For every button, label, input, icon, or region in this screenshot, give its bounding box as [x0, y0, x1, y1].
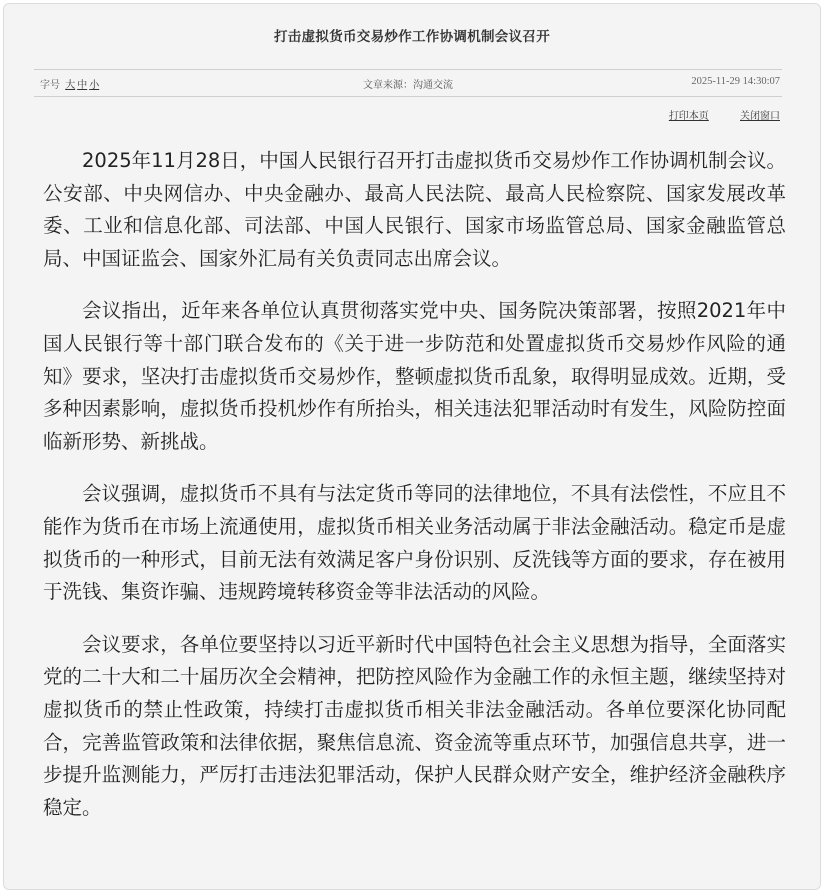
article-source: 文章来源：沟通交流 [363, 80, 453, 91]
article-paragraph: 会议指出，近年来各单位认真贯彻落实党中央、国务院决策部署，按照2021年中国人民银行等十部门联合发布的《关于进一步防范和处置虚拟货币交易炒作风险的通知》要求，坚决打击虚拟货币交易炒作，整顿虚拟货币乱象，取得明显成效。近期，受多种因素影响，虚拟货币投机炒作有所抬头，相关违法犯罪活动时有发生，风险防控面临新形势、新挑战。 [43, 299, 786, 453]
page-actions [641, 107, 780, 122]
publish-date: 2025-11-29 14:30:07 [691, 76, 780, 87]
close-window-link[interactable]: 关闭窗口 [740, 111, 780, 122]
font-size-small-link[interactable]: 小 [89, 80, 100, 91]
article-paragraph: 2025年11月28日，中国人民银行召开打击虚拟货币交易炒作工作协调机制会议。公安部、中央网信办、中央金融办、最高人民法院、最高人民检察院、国家发展改革委、工业和信息化部、司法部、中国人民银行、国家市场监管总局、国家金融监管总局、中国证监会、国家外汇局有关负责同志出席会议。 [43, 149, 786, 270]
article-meta-bar [34, 69, 782, 97]
font-size-medium-link[interactable]: 中 [77, 80, 88, 91]
font-size-label: 字号 [40, 80, 60, 91]
article-paragraph: 会议强调，虚拟货币不具有与法定货币等同的法律地位，不具有法偿性，不应且不能作为货币在市场上流通使用，虚拟货币相关业务活动属于非法金融活动。稳定币是虚拟货币的一种形式，目前无法有效满足客户身份识别、反洗钱等方面的要求，存在被用于洗钱、集资诈骗、违规跨境转移资金等非法活动的风险。 [43, 482, 786, 604]
article-paragraph: 会议要求，各单位要坚持以习近平新时代中国特色社会主义思想为指导，全面落实党的二十大和二十届历次全会精神，把防控风险作为金融工作的永恒主题，继续坚持对虚拟货币的禁止性政策，持续打击虚拟货币相关非法金融活动。各单位要深化协同配合，完善监管政策和法律依据，聚焦信息流、资金流等重点环节，加强信息共享，进一步提升监测能力，严厉打击违法犯罪活动，保护人民群众财产安全，维护经济金融秩序稳定。 [43, 632, 786, 819]
article-page [3, 3, 821, 890]
print-page-link[interactable]: 打印本页 [668, 111, 709, 122]
article-body [43, 145, 786, 844]
font-size-large-link[interactable]: 大 [65, 80, 76, 91]
page-title: 打击虚拟货币交易炒作工作协调机制会议召开 [274, 29, 550, 45]
